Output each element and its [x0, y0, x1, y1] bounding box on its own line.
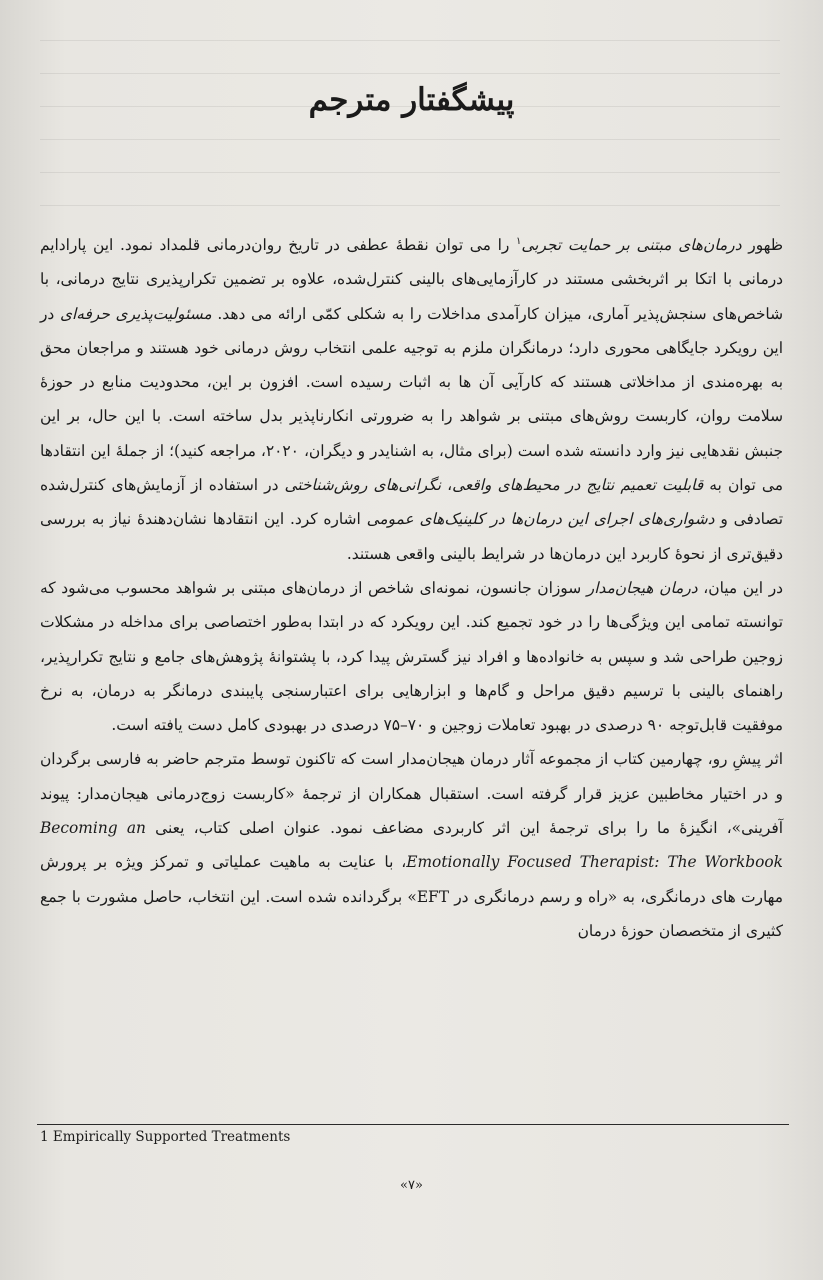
p1-text-b: را می توان نقطهٔ عطفی در تاریخ روان‌درمانی قلمداد نمود. این پارادایم درمانی با اتکا بر اثربخشی مستند در کارآزمایی‌های بالینی کنترل‌شده، علاوه بر تضمین تکرارپذیری نتایج درمانی، با شاخص‌های سنجش‌پذیر آماری، میزان کارآمدی مداخلات را به شکلی کمّی ارائه می دهد.	[40, 236, 783, 323]
p1-emphasis-implementation: دشواری‌های اجرای این درمان‌ها در کلینیک‌های عمومی	[366, 510, 715, 529]
paragraph-1	[40, 228, 783, 571]
page-number: «۷»	[400, 1178, 423, 1193]
p1-emphasis-generalizability: قابلیت تعمیم نتایج در محیط‌های واقعی	[452, 476, 704, 495]
page-title: پیشگفتار مترجم	[308, 82, 515, 118]
p1-text-f: اشاره کرد. این انتقادها نشان‌دهندهٔ نیاز به بررسی دقیق‌تری از نحوهٔ کاربرد این درمان‌ها در شرایط بالینی واقعی هستند.	[40, 510, 783, 563]
show-through-text	[40, 40, 780, 230]
paragraph-2	[40, 571, 783, 742]
p3-book-title-english: Becoming an Emotionally Focused Therapist: The Workbook	[40, 819, 783, 872]
p1-text-c: در این رویکرد جایگاهی محوری دارد؛ درمانگران ملزم به توجیه علمی انتخاب روش درمانی خود هستند و مراجعان محق به بهره‌مندی از مداخلاتی هستند که کارآیی آن ها به اثبات رسیده است. افزون بر این، محدودیت منابع در حوزهٔ سلامت روان، کاربست روش‌های مبتنی بر شواهد را به ضرورتی انکارناپذیر بدل ساخته است. با این حال، بر این جنبش نقدهایی نیز وارد دانسته شده است (برای مثال، به اشنایدر و دیگران، ۲۰۲۰، مراجعه کنید)؛ از جملهٔ این انتقادها می توان به	[40, 304, 783, 495]
p1-emphasis-accountability: مسئولیت‌پذیری حرفه‌ای	[59, 304, 212, 323]
body-text	[40, 228, 783, 948]
paragraph-3	[40, 742, 783, 948]
p2-text-a: در این میان،	[697, 578, 783, 597]
p2-emphasis-eft: درمان هیجان‌مدار	[586, 578, 698, 597]
p1-text-e: در استفاده از آزمایش‌های کنترل‌شده تصادفی و	[40, 476, 783, 529]
p1-emphasis-est: درمان‌های مبتنی بر حمایت تجربی	[521, 236, 742, 254]
footnote-marker: ۱	[515, 235, 522, 247]
p2-text-b: سوزان جانسون، نمونه‌ای شاخص از درمان‌های مبتنی بر شواهد محسوب می‌شود که توانسته تمامی این ویژگی‌ها را در خود تجمیع کند. این رویکرد که در ابتدا به‌طور اختصاصی برای مداخله در مشکلات زوجین طراحی شد و سپس به خانواده‌ها و افراد نیز گسترش پیدا کرد، با پشتوانهٔ پژوهش‌های جامع و نتایج تکرارپذیر، راهنمای بالینی با ترسیم دقیق مراحل و گام‌ها و ابزارهایی برای اعتبارسنجی پایبندی درمانگر به درمان، به نرخ موفقیت قابل‌توجه ۹۰ درصدی در بهبود تعاملات زوجین و ۷۰–۷۵ درصدی در بهبودی کامل دست یافته است.	[40, 578, 783, 735]
p3-text-a: اثر پیشِ رو، چهارمین کتاب از مجموعه آثار درمان هیجان‌مدار است که تاکنون توسط مترجم حاضر به فارسی برگردان و در اختیار مخاطبین عزیز قرار گرفته است. استقبال همکاران از ترجمهٔ «کاربست زوج‌درمانی هیجان‌مدار: پیوند آفرینی»، انگیزهٔ ما را برای ترجمهٔ این اثر کاربردی مضاعف نمود. عنوان اصلی کتاب، یعنی	[40, 750, 783, 838]
p1-text-a: ظهور	[741, 236, 783, 254]
footnote-divider	[37, 1124, 789, 1125]
p1-text-d: ،	[441, 476, 453, 495]
p3-text-b: ، با عنایت به ماهیت عملیاتی و تمرکز ویژه بر پرورش مهارت های درمانگری، به «راه و رسم درمانگری در EFT» برگردانده شده است. این انتخاب، حاصل مشورت با جمع کثیری از متخصصان حوزهٔ درمان	[40, 853, 783, 940]
p1-emphasis-methodology: نگرانی‌های روش‌شناختی	[284, 476, 442, 495]
footnote: 1 Empirically Supported Treatments	[40, 1129, 291, 1145]
